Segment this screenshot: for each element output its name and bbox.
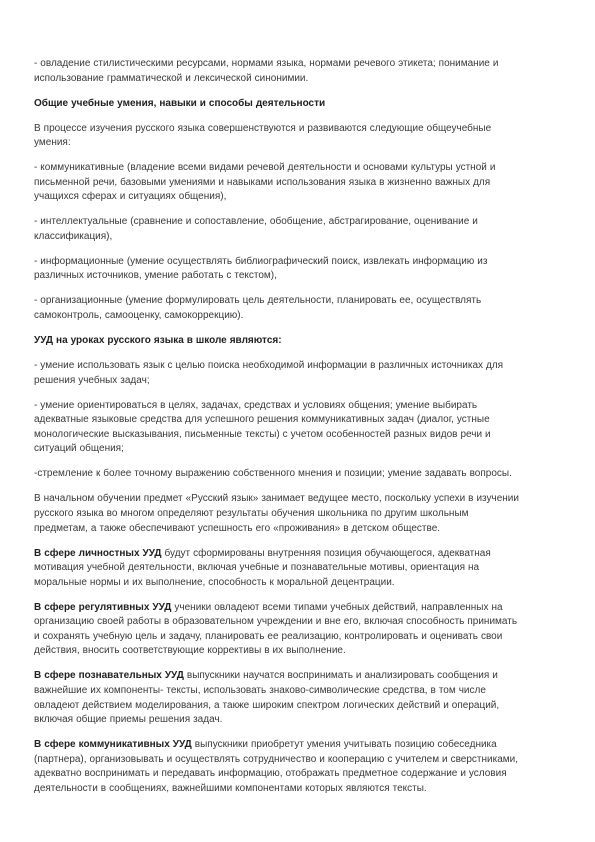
text-line: [34, 738, 564, 753]
paragraph: [34, 738, 564, 796]
text-line: моральные нормы и их выполнение, способность к моральной децентрации.: [34, 576, 395, 588]
text-line: [34, 601, 564, 616]
text-line: организацию своей работы в образовательном учреждении и вне его, включая способность принимать: [34, 616, 518, 628]
section-heading: [34, 334, 564, 349]
paragraph-lead: В сфере личностных УУД: [34, 547, 162, 559]
paragraph: [34, 255, 564, 284]
paragraph: [34, 161, 564, 205]
document-page: [34, 57, 564, 807]
text-line: - умение использовать язык с целью поиска необходимой информации в различных источниках для: [34, 360, 504, 372]
text-line: УУД на уроках русского языка в школе являются:: [34, 335, 282, 347]
paragraph: [34, 215, 564, 244]
text-line: самоконтроль, самооценку, самокоррекцию).: [34, 310, 244, 322]
text-line: - организационные (умение формулировать цель деятельности, планировать ее, осуществлять: [34, 295, 482, 307]
paragraph: [34, 547, 564, 591]
text-line: действия, вносить соответствующие коррективы в их выполнение.: [34, 645, 346, 657]
text-line: и сохранять учебную цель и задачу, планировать ее реализацию, контролировать и оценивать свои: [34, 630, 503, 642]
paragraph-lead: В сфере познавательных УУД: [34, 670, 184, 682]
text-line: использование грамматической и лексической синонимии.: [34, 72, 309, 84]
text-line: ситуаций общения;: [34, 443, 124, 455]
text-line: монологические высказывания, письменные тексты) с учетом особенностей разных видов речи и: [34, 428, 491, 440]
text-line: -стремление к более точному выражению собственного мнения и позиции; умение задавать вопросы.: [34, 468, 512, 480]
text-line: адекватные языковые средства для успешного решения коммуникативных задач (диалог, устные: [34, 414, 490, 426]
paragraph: [34, 294, 564, 323]
text-line: классификация),: [34, 230, 113, 242]
text-line: важнейшие их компоненты- тексты, использовать знаково-символические средства, в том числе: [34, 685, 486, 697]
paragraph: [34, 601, 564, 659]
paragraph: [34, 669, 564, 727]
paragraph: [34, 122, 564, 151]
text-line: - интеллектуальные (сравнение и сопоставление, обобщение, абстрагирование, оценивание и: [34, 216, 478, 228]
section-heading: [34, 97, 564, 112]
text-line: - овладение стилистическими ресурсами, нормами языка, нормами речевого этикета; понимание и: [34, 58, 499, 69]
text-line: - коммуникативные (владение всеми видами речевой деятельности и основами культуры устной и: [34, 162, 496, 174]
text-line: письменной речи, базовыми умениями и навыками использования языка в жизненно важных для: [34, 176, 491, 188]
text-line: адекватно воспринимать и передавать информацию, отображать предметное содержание и условия: [34, 768, 507, 780]
text-line: решения учебных задач;: [34, 374, 150, 386]
paragraph: [34, 492, 564, 536]
paragraph: [34, 359, 564, 388]
text-line: включая общие приемы решения задач.: [34, 714, 223, 726]
text-line: Общие учебные умения, навыки и способы деятельности: [34, 97, 326, 109]
text-line: В процессе изучения русского языка совершенствуются и развиваются следующие общеучебные: [34, 122, 492, 134]
paragraph-lead: В сфере регулятивных УУД: [34, 601, 172, 613]
paragraph-text: выпускники приобретут умения учитывать позицию собеседника: [191, 739, 497, 751]
text-line: различных источников, умение работать с текстом),: [34, 270, 277, 282]
text-line: - информационные (умение осуществлять библиографический поиск, извлекать информацию из: [34, 255, 488, 267]
paragraph-text: выпускники научатся воспринимать и анализировать сообщения и: [183, 670, 498, 682]
paragraph: [34, 399, 564, 457]
text-line: умения:: [34, 137, 71, 149]
paragraph: [34, 57, 564, 86]
text-line: [34, 669, 564, 684]
paragraph-text: будут сформированы внутренняя позиция обучающегося, адекватная: [161, 547, 491, 559]
text-line: учащихся сферах и ситуациях общения),: [34, 191, 227, 203]
text-line: овладеют действием моделирования, а также широким спектром логических действий и операций,: [34, 699, 500, 711]
text-line: русского языка во многом определяют результаты обучения школьника по другим школьным: [34, 507, 469, 519]
text-line: [34, 547, 564, 562]
paragraph: [34, 467, 564, 482]
text-line: предметам, а также обеспечивают успешность его «проживания» в детском обществе.: [34, 522, 441, 534]
text-line: В начальном обучении предмет «Русский язык» занимает ведущее место, поскольку успехи в изучении: [34, 493, 519, 505]
text-line: мотивация учебной деятельности, включая учебные и познавательные мотивы, ориентация на: [34, 562, 480, 574]
text-line: - умение ориентироваться в целях, задачах, средствах и условиях общения; умение выбирать: [34, 399, 478, 411]
paragraph-text: ученики овладеют всеми типами учебных действий, направленных на: [171, 601, 503, 613]
paragraph-lead: В сфере коммуникативных УУД: [34, 739, 192, 751]
text-line: (партнера), организовывать и осуществлять сотрудничество и кооперацию с учителем и сверстниками,: [34, 753, 519, 765]
text-line: деятельности в сообщениях, важнейшими компонентами которых являются тексты.: [34, 783, 427, 795]
